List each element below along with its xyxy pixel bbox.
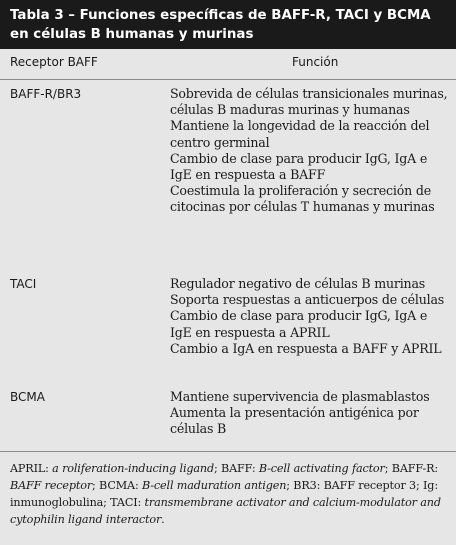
receptor-name: TACI [10, 277, 37, 291]
function-item: Sobrevida de células transicionales murinas, células B maduras murinas y humanas [170, 86, 448, 118]
table-title [0, 0, 456, 49]
function-list [170, 276, 452, 357]
footnote-definition: B-cell maduration antigen [142, 479, 287, 492]
table-body [0, 80, 456, 452]
footnote-text: ; BR3: BAFF receptor 3; Ig: inmunoglobulina; TACI: [10, 479, 438, 509]
function-item: Soporta respuestas a anticuerpos de células [170, 292, 445, 308]
footnote-definition: transmembrane activator and calcium-modulator and cytophilin ligand interactor [10, 496, 441, 526]
footnote-text: APRIL: [10, 462, 53, 475]
function-item: Cambio de clase para producir IgG, IgA e IgE en respuesta a BAFF [170, 150, 428, 183]
footnote-text: ; BCMA: [92, 479, 143, 492]
footnote-definition: B-cell activating factor [258, 462, 385, 475]
table-footnote [10, 460, 448, 528]
table-title-line-2: en células B humanas y murinas [10, 27, 254, 42]
receptor-name: BCMA [10, 390, 45, 404]
footnote-definition: a roliferation-inducing ligand [52, 462, 214, 475]
function-item: Mantiene la longevidad de la reacción del centro germinal [170, 118, 430, 150]
function-item: Regulador negativo de células B murinas [170, 276, 426, 291]
table-header-row [0, 49, 456, 80]
function-item: Mantiene supervivencia de plasmablastos [170, 389, 430, 404]
table-title-line-1: Tabla 3 – Funciones específicas de BAFF-R, TACI y BCMA [10, 8, 431, 23]
footnote-text: ; BAFF-R: [384, 462, 439, 475]
receptor-name: BAFF-R/BR3 [10, 87, 82, 101]
function-item: Aumenta la presentación antigénica por células B [170, 405, 419, 437]
footnote-text: ; BAFF: [213, 462, 259, 475]
column-header-funcion: Función [292, 55, 339, 69]
function-list [170, 86, 452, 216]
column-header-receptor: Receptor BAFF [10, 55, 98, 69]
function-item: Cambio a IgA en respuesta a BAFF y APRIL [170, 340, 442, 356]
footnote-text: . [161, 513, 165, 526]
function-item: Cambio de clase para producir IgG, IgA e IgE en respuesta a APRIL [170, 308, 428, 340]
function-item: Coestimula la proliferación y secreción de citocinas por células T humanas y murinas [170, 183, 435, 215]
footnote-definition: BAFF receptor [10, 479, 93, 492]
function-list [170, 389, 452, 438]
